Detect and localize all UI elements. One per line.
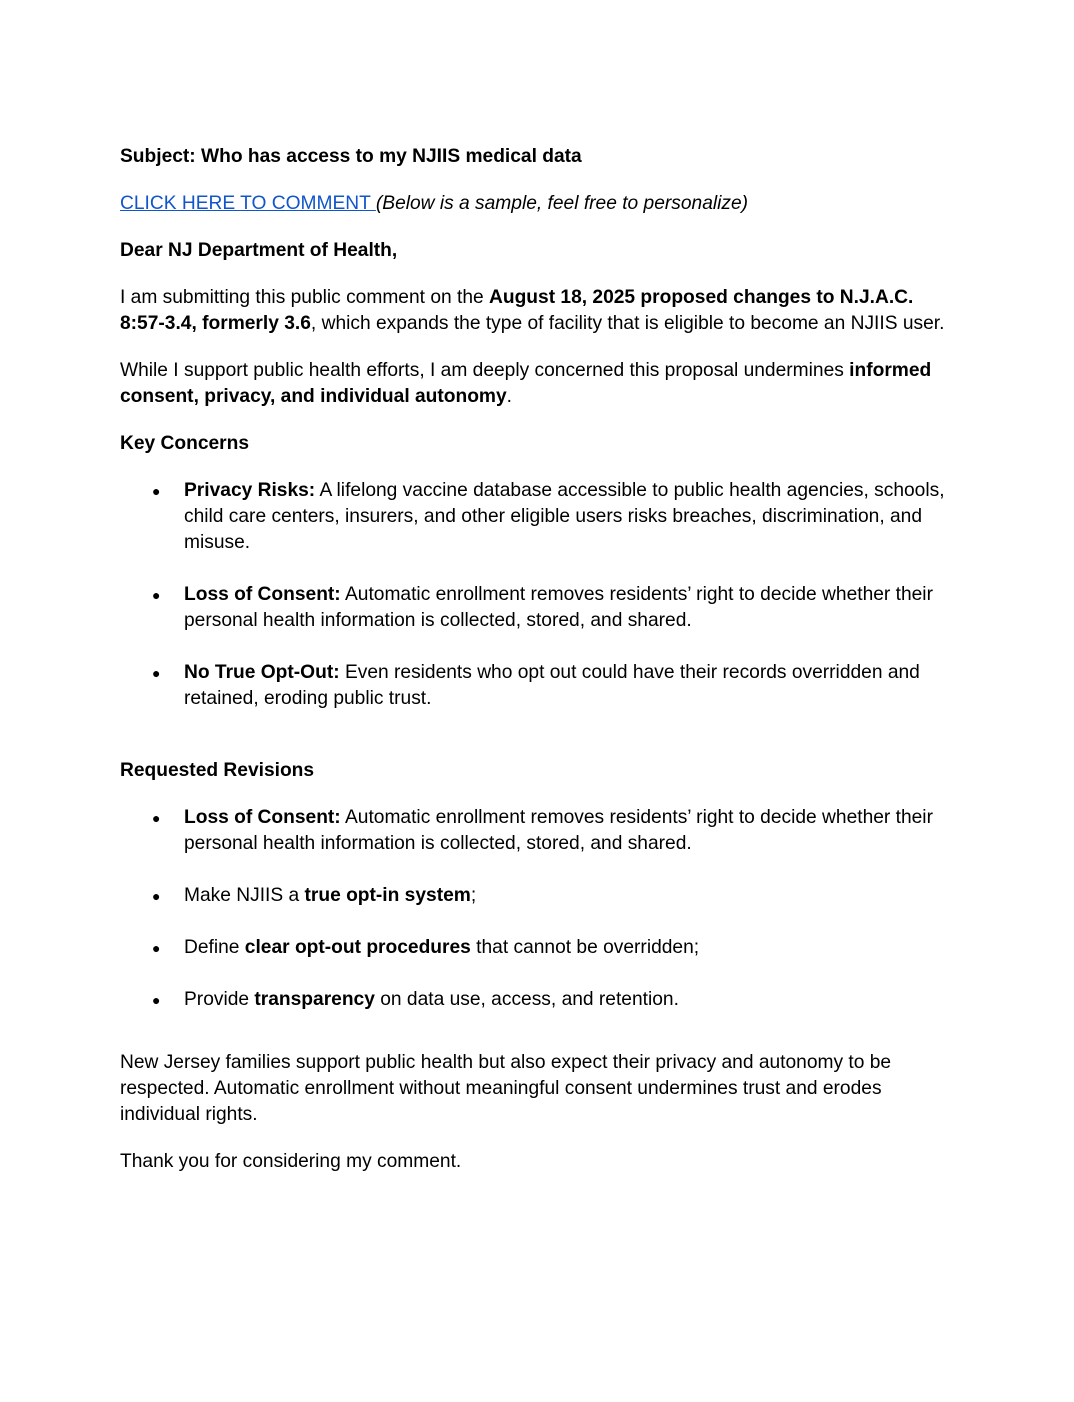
item-bold: Privacy Risks: — [184, 480, 316, 501]
greeting: Dear NJ Department of Health, — [120, 240, 398, 261]
concern-paragraph — [120, 358, 960, 410]
thanks-line: Thank you for considering my comment. — [120, 1151, 462, 1172]
bullet-icon: ● — [152, 940, 161, 956]
item-pre: Make NJIIS a — [184, 885, 305, 906]
bullet-icon: ● — [152, 665, 161, 681]
list-item — [120, 987, 960, 1013]
concern-text-end: . — [506, 386, 513, 407]
item-bold: transparency — [254, 989, 375, 1010]
requested-revisions-heading: Requested Revisions — [120, 760, 315, 781]
bullet-icon: ● — [152, 888, 161, 904]
requested-revisions-list — [120, 805, 960, 1013]
item-bold: Loss of Consent: — [184, 807, 341, 828]
document-page — [120, 144, 960, 1175]
item-text: Automatic enrollment removes residents’ right to decide whether their personal health information is collected, stored, and shared. — [184, 584, 933, 631]
sample-note: (Below is a sample, feel free to personalize) — [375, 193, 749, 214]
intro-text: I am submitting this public comment on the — [120, 287, 489, 308]
item-bold: true opt-in system — [304, 885, 471, 906]
intro-text-end: , which expands the type of facility that is eligible to become an NJIIS user. — [310, 313, 945, 334]
list-item — [120, 478, 960, 556]
list-item — [120, 660, 960, 712]
intro-paragraph — [120, 285, 960, 337]
click-here-to-comment-link[interactable]: CLICK HERE TO COMMENT — [120, 193, 376, 214]
comment-link-line — [120, 191, 960, 217]
bullet-icon: ● — [152, 587, 161, 603]
concern-bold: informed consent, privacy, and individual autonomy — [120, 360, 932, 407]
list-item — [120, 805, 960, 857]
item-bold: clear opt-out procedures — [244, 937, 471, 958]
item-bold: No True Opt-Out: — [184, 662, 340, 683]
concern-text: While I support public health efforts, I am deeply concerned this proposal undermines — [120, 360, 850, 381]
item-text: Automatic enrollment removes residents’ right to decide whether their personal health information is collected, stored, and shared. — [184, 807, 933, 854]
item-bold: Loss of Consent: — [184, 584, 341, 605]
item-text: ; — [470, 885, 477, 906]
subject-line: Subject: Who has access to my NJIIS medical data — [120, 146, 582, 167]
bullet-icon: ● — [152, 483, 161, 499]
key-concerns-list — [120, 478, 960, 712]
item-text: that cannot be overridden; — [470, 937, 700, 958]
item-text: on data use, access, and retention. — [374, 989, 679, 1010]
bullet-icon: ● — [152, 810, 161, 826]
intro-bold: August 18, 2025 proposed changes to N.J.A.C. 8:57-3.4, formerly 3.6 — [120, 287, 914, 334]
bullet-icon: ● — [152, 992, 161, 1008]
item-pre: Provide — [184, 989, 255, 1010]
list-item — [120, 883, 960, 909]
list-item — [120, 582, 960, 634]
item-text: Even residents who opt out could have their records overridden and retained, eroding public trust. — [184, 662, 920, 709]
list-item — [120, 935, 960, 961]
item-text: A lifelong vaccine database accessible to public health agencies, schools, child care centers, insurers, and other eligible users risks breaches, discrimination, and misuse. — [184, 480, 945, 553]
closing-paragraph: New Jersey families support public health but also expect their privacy and autonomy to be respected. Automatic enrollment without meaningful consent undermines trust and erodes individual rights. — [120, 1052, 892, 1125]
key-concerns-heading: Key Concerns — [120, 433, 250, 454]
item-pre: Define — [184, 937, 245, 958]
